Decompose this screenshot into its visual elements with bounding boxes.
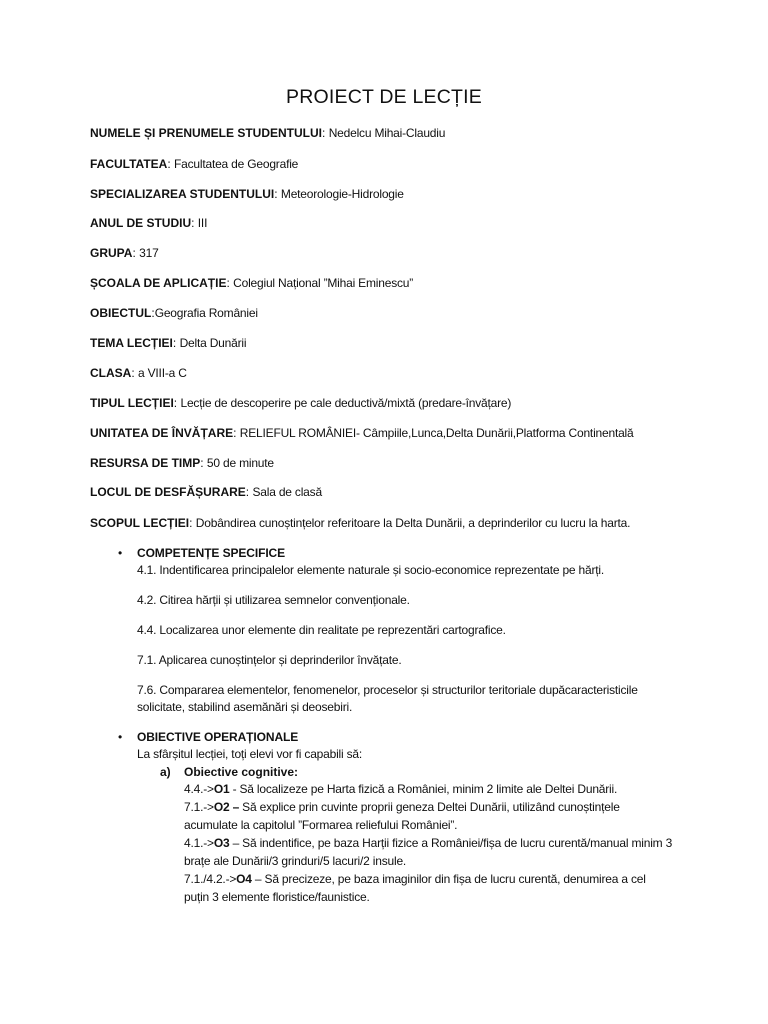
field-sep: :	[189, 516, 196, 530]
objective-text: puțin 3 elemente floristice/faunistice.	[184, 890, 370, 904]
field-learning-unit	[90, 426, 730, 441]
field-value: Meteorologie-Hidrologie	[280, 187, 404, 201]
objective-text: Să explice prin cuvinte proprii geneza Deltei Dunării, utilizând cunoștințele	[239, 800, 620, 814]
objective-code: O3	[213, 836, 230, 850]
field-sep: :	[245, 485, 253, 499]
objective-item-continuation	[184, 889, 714, 906]
field-sep: :	[173, 396, 181, 410]
section-intro: La sfârșitul lecției, toți elevi vor fi capabili să:	[137, 747, 363, 761]
section-heading-obiective: OBIECTIVE OPERAȚIONALE	[137, 730, 299, 744]
field-sep: :	[132, 246, 140, 260]
field-time-resource	[90, 456, 730, 471]
field-value: Geografia României	[154, 306, 258, 320]
objective-ref: 4.1.->	[184, 836, 214, 850]
list-item: 4.4. Localizarea unor elemente din realitate pe reprezentări cartografice.	[137, 623, 506, 637]
objective-code: O2 –	[213, 800, 240, 814]
field-value: Colegiul Național ”Mihai Eminescu”	[233, 276, 414, 290]
field-sep: :	[200, 456, 207, 470]
field-sep: :	[151, 306, 155, 320]
objective-text: brațe ale Dunării/3 grinduri/5 lacuri/2 insule.	[184, 854, 407, 868]
field-label: LOCUL DE DESFĂȘURARE	[90, 485, 246, 499]
field-lesson-type	[90, 396, 730, 411]
objective-code: O4	[236, 872, 252, 886]
field-label: NUMELE ȘI PRENUMELE STUDENTULUI	[90, 126, 323, 140]
objective-ref: 7.1./4.2.->	[184, 872, 237, 886]
objective-item-continuation	[184, 853, 714, 870]
section-heading-competente: COMPETENȚE SPECIFICE	[137, 546, 286, 560]
field-label: GRUPA	[90, 246, 133, 260]
field-value: 317	[139, 246, 159, 260]
bullet-icon: •	[118, 730, 123, 744]
field-value: Nedelcu Mihai-Claudiu	[328, 126, 446, 140]
sub-heading-cognitive: Obiective cognitive:	[184, 765, 299, 779]
objective-item-continuation	[184, 817, 714, 834]
field-value: Dobândirea cunoștințelor referitoare la Delta Dunării, a deprinderilor cu lucru la harta.	[195, 516, 631, 530]
objective-item	[184, 871, 714, 888]
field-faculty	[90, 157, 730, 172]
field-label: TIPUL LECȚIEI	[90, 396, 174, 410]
field-sep: :	[191, 216, 198, 230]
field-lesson-goal	[90, 516, 730, 531]
field-value: Facultatea de Geografie	[174, 157, 299, 171]
field-subject	[90, 306, 730, 321]
field-value: a VIII-a C	[138, 366, 187, 380]
field-study-year	[90, 216, 730, 231]
objective-code: O1	[213, 782, 230, 796]
field-label: SPECIALIZAREA STUDENTULUI	[90, 187, 275, 201]
field-value: RELIEFUL ROMÂNIEI- Câmpiile,Lunca,Delta Dunării,Platforma Continentală	[239, 426, 634, 440]
document-title: PROIECT DE LECȚIE	[286, 86, 482, 108]
field-specialization	[90, 187, 730, 202]
field-class	[90, 366, 730, 381]
field-value: Lecție de descoperire pe cale deductivă/mixtă (predare-învățare)	[180, 396, 512, 410]
objective-text: – Să precizeze, pe baza imaginilor din fișa de lucru curentă, denumirea a cel	[251, 872, 646, 886]
field-value: Sala de clasă	[252, 485, 322, 499]
field-label: RESURSA DE TIMP	[90, 456, 201, 470]
list-item: 7.1. Aplicarea cunoștințelor și deprinderilor învățate.	[137, 653, 402, 667]
field-label: ANUL DE STUDIU	[90, 216, 192, 230]
field-value: Delta Dunării	[179, 336, 247, 350]
field-sep: :	[131, 366, 139, 380]
field-value: 50 de minute	[206, 456, 274, 470]
objective-text: - Să localizeze pe Harta fizică a României, minim 2 limite ale Deltei Dunării.	[229, 782, 618, 796]
list-item-continuation: solicitate, stabilind asemănări și deosebiri.	[137, 700, 353, 714]
field-group	[90, 246, 730, 261]
field-label: FACULTATEA	[90, 157, 168, 171]
field-sep: :	[167, 157, 174, 171]
list-item: 4.1. Indentificarea principalelor elemente naturale și socio-economice reprezentate pe hărți.	[137, 563, 605, 577]
field-student-name	[90, 126, 730, 141]
field-label: TEMA LECȚIEI	[90, 336, 173, 350]
sub-list-marker: a)	[160, 765, 171, 779]
field-label: CLASA	[90, 366, 132, 380]
bullet-icon: •	[118, 546, 123, 560]
field-lesson-topic	[90, 336, 730, 351]
field-value: III	[197, 216, 208, 230]
field-label: ȘCOALA DE APLICAȚIE	[90, 276, 227, 290]
field-sep: :	[322, 126, 329, 140]
objective-item	[184, 781, 714, 798]
list-item: 4.2. Citirea hărții și utilizarea semnelor convenționale.	[137, 593, 410, 607]
field-label: UNITATEA DE ÎNVĂȚARE	[90, 426, 234, 440]
objective-item	[184, 799, 714, 816]
field-label: OBIECTUL	[90, 306, 152, 320]
field-sep: :	[226, 276, 234, 290]
objective-ref: 4.4.->	[184, 782, 214, 796]
objective-ref: 7.1.->	[184, 800, 214, 814]
list-item: 7.6. Compararea elementelor, fenomenelor, proceselor și structurilor teritoriale dupăcaracteristicile	[137, 683, 638, 697]
objective-text: acumulate la capitolul ”Formarea reliefului României”.	[184, 818, 458, 832]
field-sep: :	[172, 336, 180, 350]
field-location	[90, 485, 730, 500]
objective-item	[184, 835, 714, 852]
objective-text: – Să indentifice, pe baza Harții fizice a României/fișa de lucru curentă/manual minim 3	[229, 836, 673, 850]
field-school	[90, 276, 730, 291]
field-sep: :	[233, 426, 240, 440]
field-sep: :	[274, 187, 281, 201]
field-label: SCOPUL LECȚIEI	[90, 516, 190, 530]
